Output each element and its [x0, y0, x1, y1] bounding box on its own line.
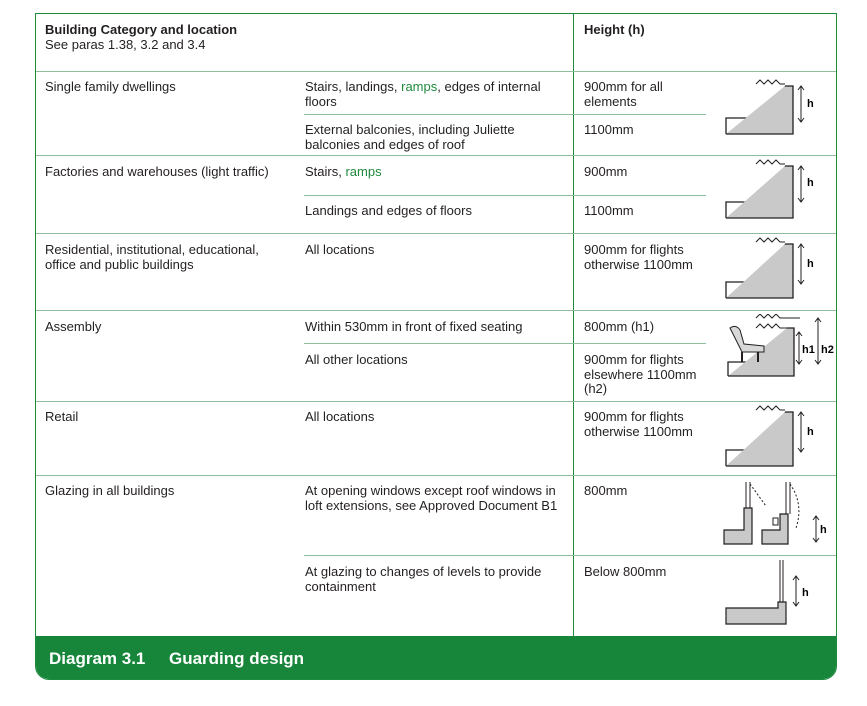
row-divider	[36, 155, 837, 156]
guard-height-diagram	[720, 236, 830, 308]
guard-height-diagram	[720, 78, 830, 150]
height-cell: 1100mm	[584, 122, 634, 137]
height-cell: Below 800mm	[584, 564, 667, 579]
category-cell: Retail	[45, 409, 79, 424]
height-cell: 900mm	[584, 164, 628, 179]
category-header: Building Category and location	[45, 22, 238, 37]
subrow-divider	[304, 195, 706, 196]
subrow-divider	[304, 114, 706, 115]
h-label: h	[807, 426, 814, 438]
height-cell: 900mm for all elements	[584, 79, 663, 109]
height-header: Height (h)	[584, 22, 645, 37]
row-divider	[36, 71, 837, 72]
ramps-link[interactable]: ramps	[345, 164, 382, 179]
row-divider	[36, 310, 837, 311]
row-divider	[36, 401, 837, 402]
glazing-containment-diagram	[720, 558, 830, 632]
h-label: h	[807, 258, 814, 270]
h-label: h	[802, 587, 809, 599]
guard-height-diagram	[720, 404, 830, 476]
h-label: h	[820, 524, 827, 536]
h-label: h	[807, 98, 814, 110]
column-divider	[573, 14, 574, 636]
location-cell: Landings and edges of floors	[305, 203, 472, 218]
guard-height-diagram	[720, 158, 830, 230]
location-cell: Stairs, ramps	[305, 164, 382, 179]
category-cell: Residential, institutional, educational, office and public buildings	[45, 242, 259, 272]
row-divider	[36, 233, 837, 234]
category-cell: Assembly	[45, 319, 102, 334]
row-divider	[36, 475, 837, 476]
diagram-title: Guarding design	[169, 649, 305, 668]
height-cell: 1100mm	[584, 203, 634, 218]
location-cell: At glazing to changes of levels to provide containment	[305, 564, 542, 594]
guarding-design-table	[35, 13, 837, 680]
height-cell: 800mm	[584, 483, 628, 498]
h2-label: h2	[821, 344, 834, 356]
height-cell: 900mm for flights otherwise 1100mm	[584, 242, 693, 272]
h1-label: h1	[802, 344, 815, 356]
h-label: h	[807, 177, 814, 189]
diagram-number: Diagram 3.1	[49, 649, 146, 668]
location-cell: All other locations	[305, 352, 408, 367]
subrow-divider	[304, 343, 706, 344]
category-cell: Factories and warehouses (light traffic)	[45, 164, 269, 179]
opening-window-diagram	[720, 478, 835, 552]
category-cell: Glazing in all buildings	[45, 483, 175, 498]
location-cell: All locations	[305, 242, 375, 257]
height-cell: 900mm for flights otherwise 1100mm	[584, 409, 693, 439]
location-cell: Stairs, landings, ramps, edges of internal floors	[305, 79, 541, 109]
location-cell: At opening windows except roof windows in loft extensions, see Approved Document B1	[305, 483, 558, 513]
location-cell: External balconies, including Juliette balconies and edges of roof	[305, 122, 515, 152]
height-cell: 900mm for flights elsewhere 1100mm (h2)	[584, 352, 697, 396]
location-cell: All locations	[305, 409, 375, 424]
category-cell: Single family dwellings	[45, 79, 176, 94]
location-cell: Within 530mm in front of fixed seating	[305, 319, 523, 334]
diagram-caption-bar	[36, 636, 836, 680]
ramps-link[interactable]: ramps	[401, 79, 438, 94]
category-subheader: See paras 1.38, 3.2 and 3.4	[45, 37, 206, 52]
height-cell: 800mm (h1)	[584, 319, 655, 334]
subrow-divider	[304, 555, 837, 556]
assembly-seating-diagram	[720, 314, 837, 384]
